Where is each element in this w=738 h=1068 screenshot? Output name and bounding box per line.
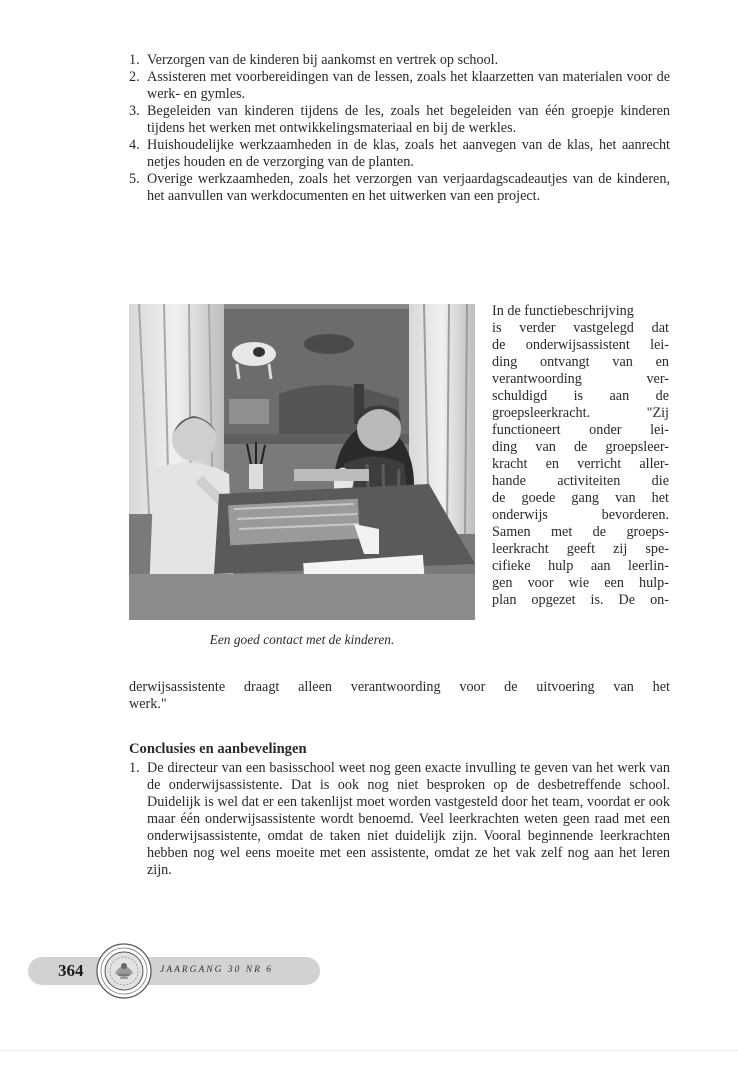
photo-caption: Een goed contact met de kinderen.	[209, 632, 395, 647]
photo-image	[129, 304, 475, 620]
text-line: In de functiebeschrijving	[492, 303, 634, 319]
item-number: 1.	[129, 760, 140, 776]
text-line: de onderwijsassistent lei-	[492, 337, 669, 353]
item-text: Verzorgen van de kinderen bij aankomst en vertrek op school.	[147, 52, 499, 68]
list-item	[129, 52, 670, 69]
page-footer	[28, 943, 328, 999]
list-item	[129, 137, 670, 171]
item-number: 5.	[129, 171, 140, 187]
text-line: hande activiteiten die	[492, 473, 669, 489]
journal-seal-icon	[96, 943, 152, 999]
item-text: Huishoudelijke werkzaamheden in de klas, zoals het aanvegen van de klas, het aanrecht netjes houden en de verzorging van de planten.	[147, 137, 670, 170]
list-item	[129, 760, 670, 879]
text-line: plan opgezet is. De on-	[492, 592, 669, 608]
text-line: is verder vastgelegd dat	[492, 320, 669, 336]
list-item	[129, 103, 670, 137]
conclusions-list	[129, 760, 670, 879]
text-line: verantwoording ver-	[492, 371, 669, 387]
section-heading: Conclusies en aanbevelingen	[129, 741, 307, 757]
text-line: werk."	[129, 696, 167, 712]
item-text: Begeleiden van kinderen tijdens de les, zoals het begeleiden van één groepje kinderen tijdens het werken met ontwikkelingsmateriaal en bij de werkles.	[147, 103, 670, 136]
text-line: cifieke hulp aan leerlin-	[492, 558, 669, 574]
text-line: groepsleerkracht. "Zij	[492, 405, 669, 421]
journal-label: JAARGANG 30 NR 6	[160, 965, 274, 975]
page-number: 364	[58, 961, 84, 980]
paragraph-continuation	[129, 679, 670, 713]
item-text: De directeur van een basisschool weet nog geen exacte invulling te geven van het werk van de onderwijsassistente. Dat is ook nog niet besproken op de desbetreffende school. Duidelijk is wel dat er een takenlijst moet worden vastgesteld door het team, voordat er ook maar één onderwijsassistente wordt benoemd. Veel leerkrachten weten geen raad met een onderwijsassistente, omdat de taken niet duidelijk zijn. Vooral beginnende leerkrachten hebben nog wel eens moeite met een assistente, omdat ze het vak zelf nog aan het leren zijn.	[147, 760, 670, 878]
item-text: Assisteren met voorbereidingen van de lessen, zoals het klaarzetten van materialen voor de werk- en gymles.	[147, 69, 670, 102]
text-line: derwijsassistente draagt alleen verantwoording voor de uitvoering van het	[129, 679, 670, 695]
text-line: ding ontvangt van en	[492, 354, 669, 370]
list-item	[129, 69, 670, 103]
classroom-photo	[129, 304, 475, 620]
item-number: 1.	[129, 52, 140, 68]
text-line: Samen met de groeps-	[492, 524, 669, 540]
text-line: kracht en verricht aller-	[492, 456, 669, 472]
item-text: Overige werkzaamheden, zoals het verzorgen van verjaardagscadeautjes van de kinderen, het aanvullen van werkdocumenten en het uitwerken van een project.	[147, 171, 670, 204]
list-item	[129, 171, 670, 205]
text-line: onderwijs bevorderen.	[492, 507, 669, 523]
text-line: leerkracht geeft zij spe-	[492, 541, 669, 557]
item-number: 3.	[129, 103, 140, 119]
text-line: schuldigd is aan de	[492, 388, 669, 404]
text-line: ding van de groepsleer-	[492, 439, 669, 455]
text-line: functioneert onder lei-	[492, 422, 669, 438]
text-line: de goede gang van het	[492, 490, 669, 506]
divider	[0, 1050, 738, 1051]
text-line: gen voor wie een hulp-	[492, 575, 669, 591]
item-number: 2.	[129, 69, 140, 85]
side-paragraph	[492, 303, 669, 609]
item-number: 4.	[129, 137, 140, 153]
task-list	[129, 52, 670, 205]
